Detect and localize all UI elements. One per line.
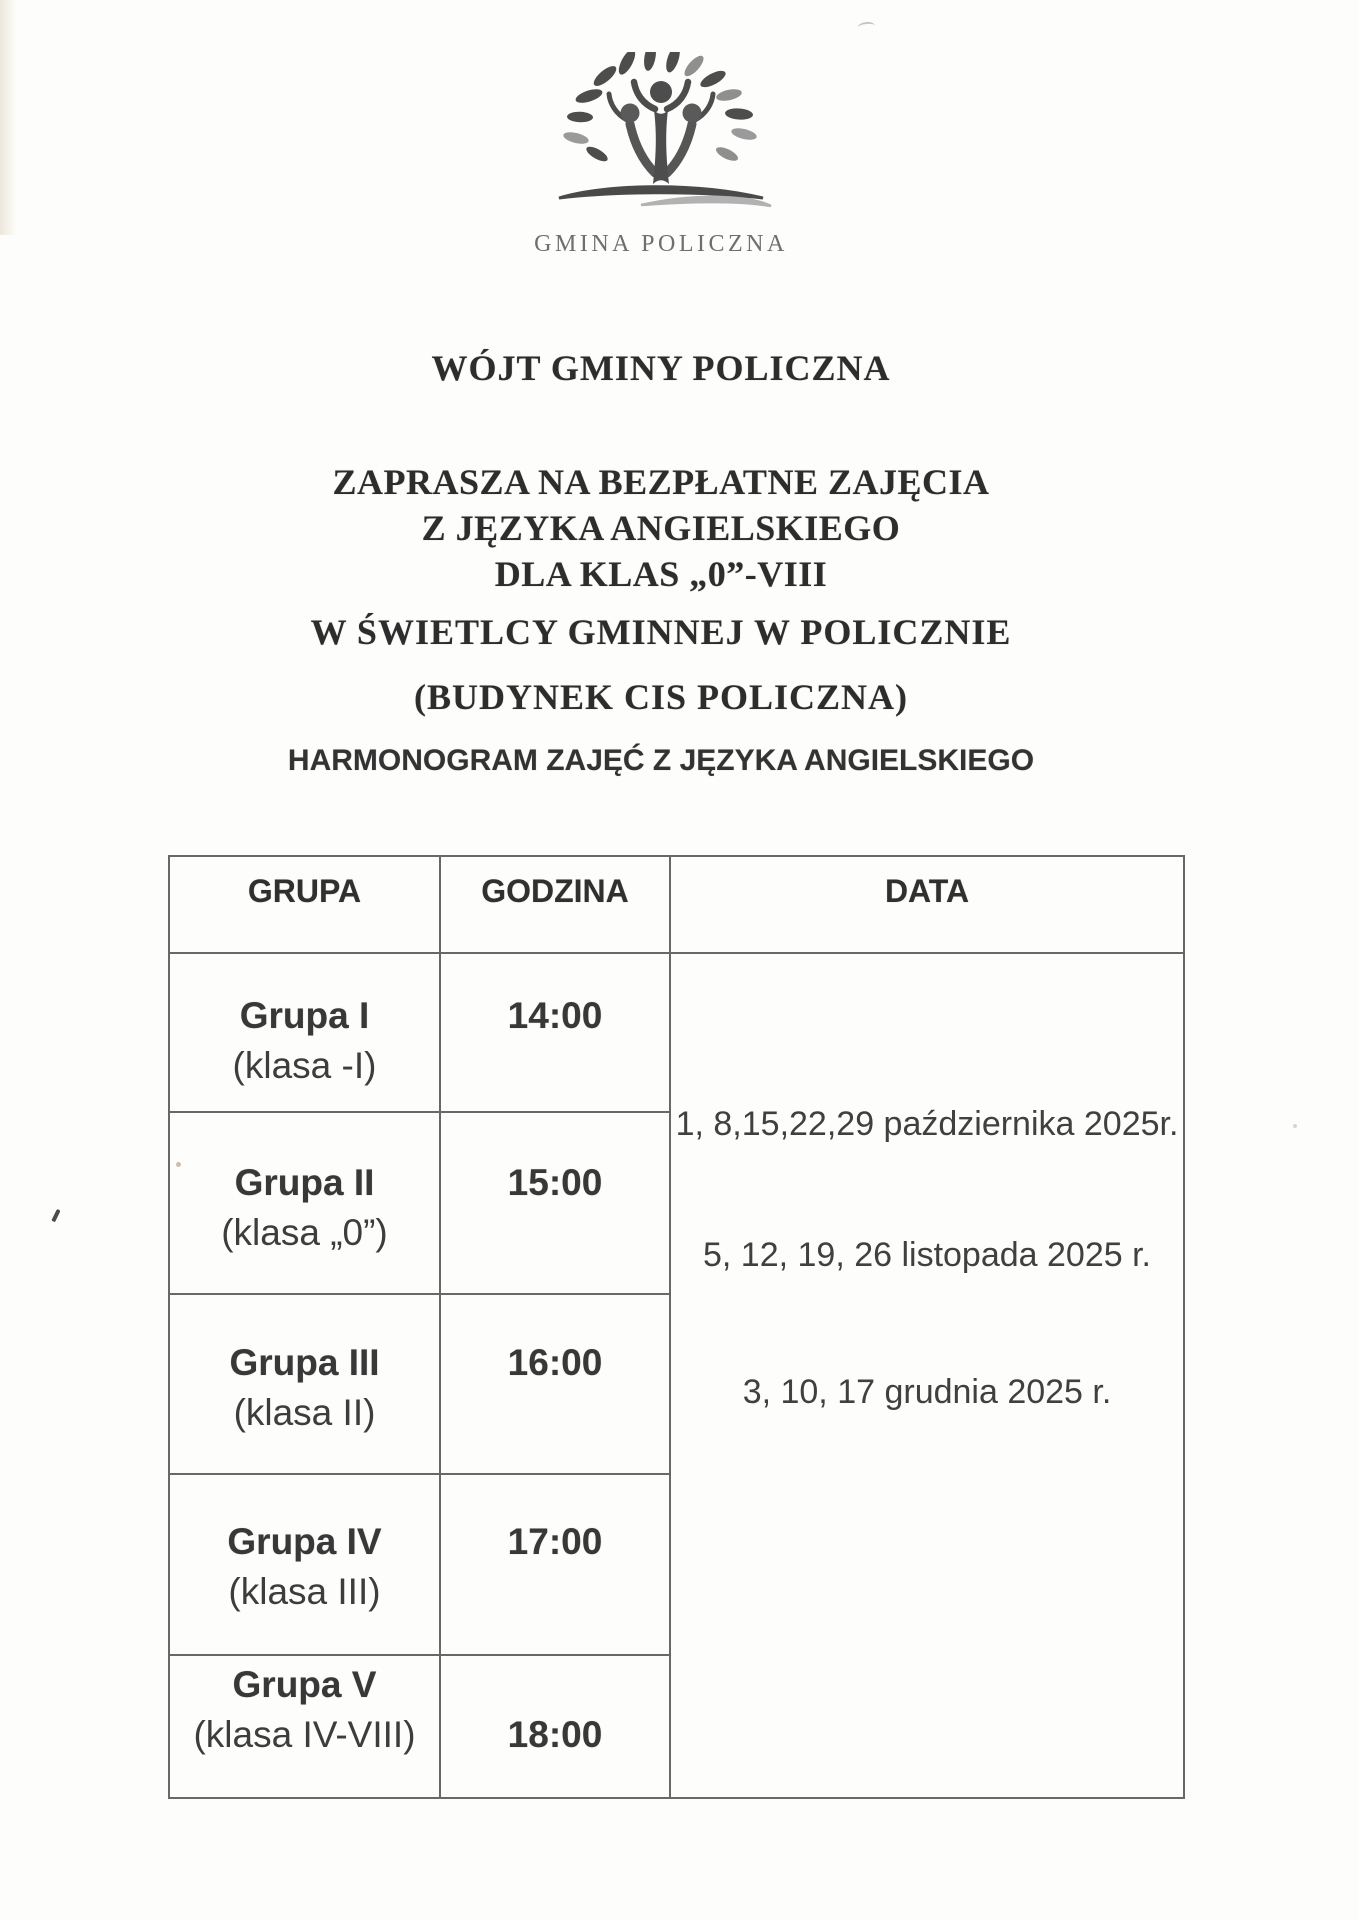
title-invitation-line-1: ZAPRASZA NA BEZPŁATNE ZAJĘCIA [332,462,990,502]
scan-artifact-speck [1293,1124,1297,1128]
title-invitation-line-2: Z JĘZYKA ANGIELSKIEGO [421,508,901,548]
date-line-october: 1, 8,15,22,29 października 2025r. [675,1105,1179,1143]
time-cell-3 [440,1294,670,1474]
group-klasa: (klasa IV-VIII) [193,1713,416,1755]
time-cell-5 [440,1655,670,1798]
date-line-november: 5, 12, 19, 26 listopada 2025 r. [702,1236,1151,1274]
title-venue: W ŚWIETLCY GMINNEJ W POLICZNIE [310,612,1012,652]
time-cell-1 [440,953,670,1112]
title-invitation [0,459,1322,597]
tree-people-logo-icon [545,52,777,220]
time-value: 14:00 [507,995,603,1036]
time-value: 15:00 [507,1162,603,1204]
group-name: Grupa II [234,1162,375,1204]
group-klasa: (klasa -I) [232,1045,377,1086]
col-header-grupa: GRUPA [169,856,440,953]
time-value: 17:00 [507,1521,603,1563]
table-row [169,953,1184,1112]
col-header-data: DATA [670,856,1184,953]
date-line-december: 3, 10, 17 grudnia 2025 r. [742,1373,1112,1411]
group-cell-5 [169,1655,440,1798]
scan-artifact-mark [51,1209,60,1222]
group-name: Grupa III [229,1341,380,1383]
group-cell-4 [169,1474,440,1654]
group-klasa: (klasa III) [228,1571,381,1613]
group-name: Grupa V [232,1663,377,1705]
schedule-table [168,855,1185,1799]
time-cell-4 [440,1474,670,1654]
title-invitation-line-3: DLA KLAS „0”-VIII [494,554,828,594]
gmina-policzna-logo [0,52,1322,258]
group-klasa: (klasa II) [233,1391,376,1433]
group-name: Grupa IV [227,1521,382,1563]
group-cell-1 [169,953,440,1112]
group-name: Grupa I [239,995,370,1036]
time-value: 16:00 [507,1341,603,1383]
col-header-godzina: GODZINA [440,856,670,953]
title-author: WÓJT GMINY POLICZNA [431,348,891,388]
schedule-heading: HARMONOGRAM ZAJĘĆ Z JĘZYKA ANGIELSKIEGO [287,744,1035,777]
time-value: 18:00 [507,1713,603,1755]
dates-cell [670,953,1184,1798]
time-cell-2 [440,1112,670,1293]
table-header-row [169,856,1184,953]
title-building: (BUDYNEK CIS POLICZNA) [413,677,909,717]
group-cell-3 [169,1294,440,1474]
group-cell-2 [169,1112,440,1293]
logo-caption: GMINA POLICZNA [534,231,788,257]
scan-artifact-tilde [858,21,876,32]
group-klasa: (klasa „0”) [221,1212,388,1254]
